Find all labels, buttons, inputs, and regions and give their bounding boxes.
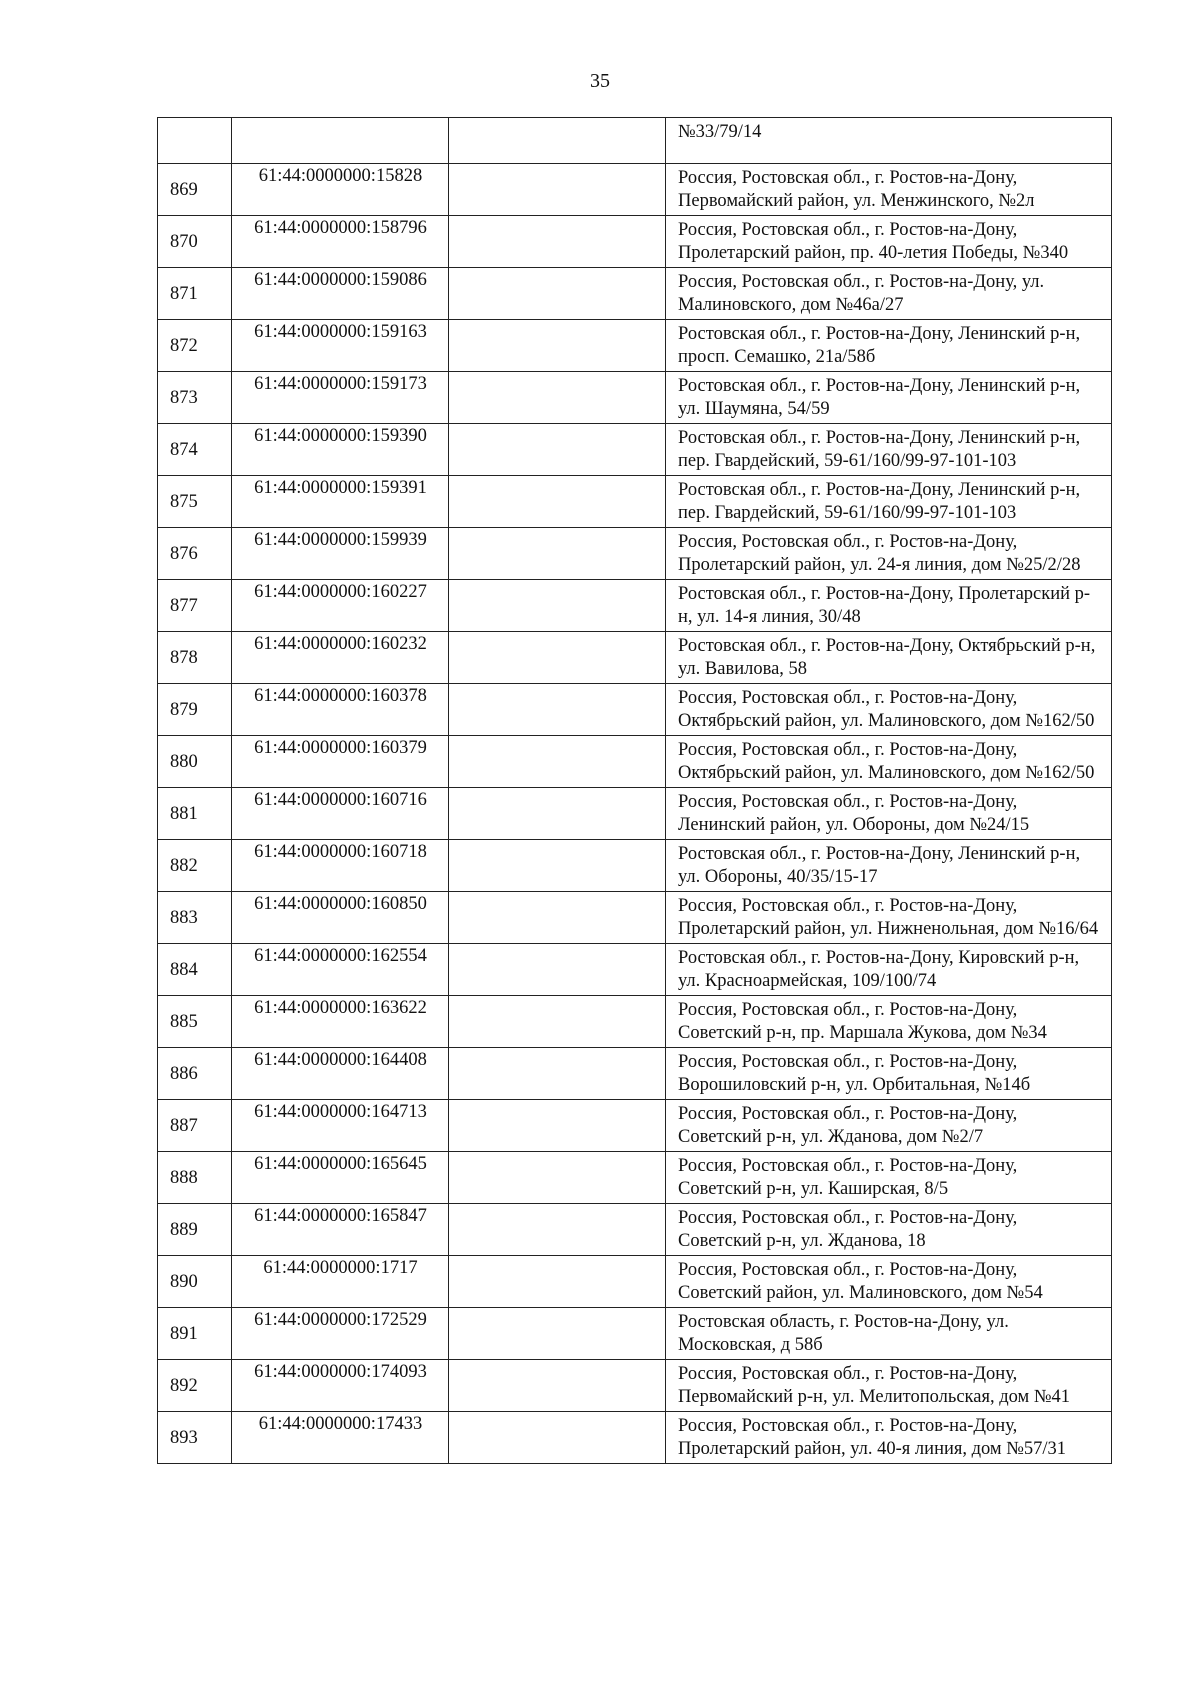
table-row: [158, 1412, 1112, 1464]
row-number: 873: [158, 372, 232, 424]
address-cell: Ростовская обл., г. Ростов-на-Дону, Кировский р-н, ул. Красноармейская, 109/100/74: [666, 944, 1112, 996]
table-row: [158, 476, 1112, 528]
cadastral-number: 61:44:0000000:17433: [232, 1412, 449, 1464]
table-row: [158, 944, 1112, 996]
cadastral-number: 61:44:0000000:165847: [232, 1204, 449, 1256]
address-cell: Ростовская обл., г. Ростов-на-Дону, Ленинский р-н, ул. Обороны, 40/35/15-17: [666, 840, 1112, 892]
address-cell: Россия, Ростовская обл., г. Ростов-на-Дону, Октябрьский район, ул. Малиновского, дом №162/50: [666, 684, 1112, 736]
address-cell: Россия, Ростовская обл., г. Ростов-на-Дону, Советский район, ул. Малиновского, дом №54: [666, 1256, 1112, 1308]
table-row: [158, 1256, 1112, 1308]
table-row: [158, 996, 1112, 1048]
row-number: 888: [158, 1152, 232, 1204]
table-row: [158, 632, 1112, 684]
row-number: 892: [158, 1360, 232, 1412]
extra-cell: [449, 1412, 666, 1464]
continuation-row: [158, 118, 1112, 164]
cadastral-number: 61:44:0000000:159390: [232, 424, 449, 476]
table-row: [158, 892, 1112, 944]
cadastral-number: [232, 118, 449, 164]
cadastral-number: 61:44:0000000:160232: [232, 632, 449, 684]
registry-table-body: [158, 118, 1112, 1464]
address-cell: Россия, Ростовская обл., г. Ростов-на-Дону, Октябрьский район, ул. Малиновского, дом №162/50: [666, 736, 1112, 788]
extra-cell: [449, 944, 666, 996]
table-row: [158, 736, 1112, 788]
extra-cell: [449, 1256, 666, 1308]
row-number: 883: [158, 892, 232, 944]
page-number: 35: [590, 70, 610, 92]
cadastral-number: 61:44:0000000:1717: [232, 1256, 449, 1308]
table-row: [158, 1152, 1112, 1204]
row-number: 882: [158, 840, 232, 892]
row-number: 876: [158, 528, 232, 580]
address-cell: Россия, Ростовская обл., г. Ростов-на-Дону, Советский р-н, ул. Жданова, 18: [666, 1204, 1112, 1256]
cadastral-number: 61:44:0000000:160379: [232, 736, 449, 788]
extra-cell: [449, 476, 666, 528]
row-number: 881: [158, 788, 232, 840]
row-number: 877: [158, 580, 232, 632]
row-number: 878: [158, 632, 232, 684]
table-row: [158, 268, 1112, 320]
row-number: 879: [158, 684, 232, 736]
cadastral-number: 61:44:0000000:159086: [232, 268, 449, 320]
address-cell: Ростовская обл., г. Ростов-на-Дону, Ленинский р-н, пер. Гвардейский, 59-61/160/99-97-101-103: [666, 476, 1112, 528]
cadastral-number: 61:44:0000000:165645: [232, 1152, 449, 1204]
table-row: [158, 164, 1112, 216]
extra-cell: [449, 1048, 666, 1100]
table-row: [158, 1360, 1112, 1412]
row-number: 886: [158, 1048, 232, 1100]
address-cell: Ростовская область, г. Ростов-на-Дону, ул. Московская, д 58б: [666, 1308, 1112, 1360]
extra-cell: [449, 528, 666, 580]
row-number: 887: [158, 1100, 232, 1152]
extra-cell: [449, 1360, 666, 1412]
table-row: [158, 788, 1112, 840]
table-row: [158, 1048, 1112, 1100]
cadastral-number: 61:44:0000000:160718: [232, 840, 449, 892]
table-row: [158, 1100, 1112, 1152]
address-cell: Ростовская обл., г. Ростов-на-Дону, Ленинский р-н, ул. Шаумяна, 54/59: [666, 372, 1112, 424]
extra-cell: [449, 996, 666, 1048]
table-row: [158, 216, 1112, 268]
row-number: 884: [158, 944, 232, 996]
extra-cell: [449, 1204, 666, 1256]
table-row: [158, 372, 1112, 424]
cadastral-number: 61:44:0000000:160378: [232, 684, 449, 736]
table-row: [158, 1204, 1112, 1256]
row-number: 880: [158, 736, 232, 788]
row-number: 871: [158, 268, 232, 320]
row-number: 870: [158, 216, 232, 268]
extra-cell: [449, 1152, 666, 1204]
cadastral-number: 61:44:0000000:159939: [232, 528, 449, 580]
address-cell: Россия, Ростовская обл., г. Ростов-на-Дону, Советский р-н, пр. Маршала Жукова, дом №34: [666, 996, 1112, 1048]
extra-cell: [449, 216, 666, 268]
row-number: 872: [158, 320, 232, 372]
extra-cell: [449, 892, 666, 944]
table-row: [158, 840, 1112, 892]
cadastral-number: 61:44:0000000:172529: [232, 1308, 449, 1360]
address-cell: Ростовская обл., г. Ростов-на-Дону, Пролетарский р-н, ул. 14-я линия, 30/48: [666, 580, 1112, 632]
row-number: 885: [158, 996, 232, 1048]
address-cell: Россия, Ростовская обл., г. Ростов-на-Дону, Ворошиловский р-н, ул. Орбитальная, №14б: [666, 1048, 1112, 1100]
registry-table: [157, 117, 1112, 1464]
address-cell: Ростовская обл., г. Ростов-на-Дону, Ленинский р-н, просп. Семашко, 21а/58б: [666, 320, 1112, 372]
cadastral-number: 61:44:0000000:159163: [232, 320, 449, 372]
cadastral-number: 61:44:0000000:162554: [232, 944, 449, 996]
extra-cell: [449, 320, 666, 372]
row-number: 889: [158, 1204, 232, 1256]
cadastral-number: 61:44:0000000:174093: [232, 1360, 449, 1412]
cadastral-number: 61:44:0000000:160716: [232, 788, 449, 840]
address-cell: Россия, Ростовская обл., г. Ростов-на-Дону, Пролетарский район, ул. 24-я линия, дом №25/2/28: [666, 528, 1112, 580]
address-cell: Ростовская обл., г. Ростов-на-Дону, Октябрьский р-н, ул. Вавилова, 58: [666, 632, 1112, 684]
row-number: 869: [158, 164, 232, 216]
cadastral-number: 61:44:0000000:164713: [232, 1100, 449, 1152]
row-number: 891: [158, 1308, 232, 1360]
address-cell: Россия, Ростовская обл., г. Ростов-на-Дону, Советский р-н, ул. Жданова, дом №2/7: [666, 1100, 1112, 1152]
address-cell: Россия, Ростовская обл., г. Ростов-на-Дону, Пролетарский район, ул. 40-я линия, дом №57/31: [666, 1412, 1112, 1464]
extra-cell: [449, 118, 666, 164]
address-cell: Россия, Ростовская обл., г. Ростов-на-Дону, Пролетарский район, пр. 40-летия Победы, №340: [666, 216, 1112, 268]
extra-cell: [449, 268, 666, 320]
address-cell: №33/79/14: [666, 118, 1112, 164]
address-cell: Россия, Ростовская обл., г. Ростов-на-Дону, ул. Малиновского, дом №46а/27: [666, 268, 1112, 320]
address-cell: Ростовская обл., г. Ростов-на-Дону, Ленинский р-н, пер. Гвардейский, 59-61/160/99-97-101-103: [666, 424, 1112, 476]
extra-cell: [449, 372, 666, 424]
extra-cell: [449, 1100, 666, 1152]
table-row: [158, 528, 1112, 580]
table-row: [158, 580, 1112, 632]
table-row: [158, 424, 1112, 476]
row-number: 875: [158, 476, 232, 528]
extra-cell: [449, 1308, 666, 1360]
cadastral-number: 61:44:0000000:15828: [232, 164, 449, 216]
cadastral-number: 61:44:0000000:159173: [232, 372, 449, 424]
row-number: [158, 118, 232, 164]
extra-cell: [449, 424, 666, 476]
address-cell: Россия, Ростовская обл., г. Ростов-на-Дону, Первомайский район, ул. Менжинского, №2л: [666, 164, 1112, 216]
extra-cell: [449, 840, 666, 892]
cadastral-number: 61:44:0000000:163622: [232, 996, 449, 1048]
table-row: [158, 684, 1112, 736]
table-row: [158, 1308, 1112, 1360]
address-cell: Россия, Ростовская обл., г. Ростов-на-Дону, Советский р-н, ул. Каширская, 8/5: [666, 1152, 1112, 1204]
address-cell: Россия, Ростовская обл., г. Ростов-на-Дону, Первомайский р-н, ул. Мелитопольская, дом №41: [666, 1360, 1112, 1412]
extra-cell: [449, 736, 666, 788]
extra-cell: [449, 632, 666, 684]
extra-cell: [449, 580, 666, 632]
row-number: 874: [158, 424, 232, 476]
cadastral-number: 61:44:0000000:160227: [232, 580, 449, 632]
extra-cell: [449, 788, 666, 840]
table-row: [158, 320, 1112, 372]
row-number: 890: [158, 1256, 232, 1308]
extra-cell: [449, 684, 666, 736]
cadastral-number: 61:44:0000000:158796: [232, 216, 449, 268]
row-number: 893: [158, 1412, 232, 1464]
cadastral-number: 61:44:0000000:159391: [232, 476, 449, 528]
address-cell: Россия, Ростовская обл., г. Ростов-на-Дону, Ленинский район, ул. Обороны, дом №24/15: [666, 788, 1112, 840]
cadastral-number: 61:44:0000000:164408: [232, 1048, 449, 1100]
cadastral-number: 61:44:0000000:160850: [232, 892, 449, 944]
address-cell: Россия, Ростовская обл., г. Ростов-на-Дону, Пролетарский район, ул. Нижненольная, дом №16/64: [666, 892, 1112, 944]
extra-cell: [449, 164, 666, 216]
